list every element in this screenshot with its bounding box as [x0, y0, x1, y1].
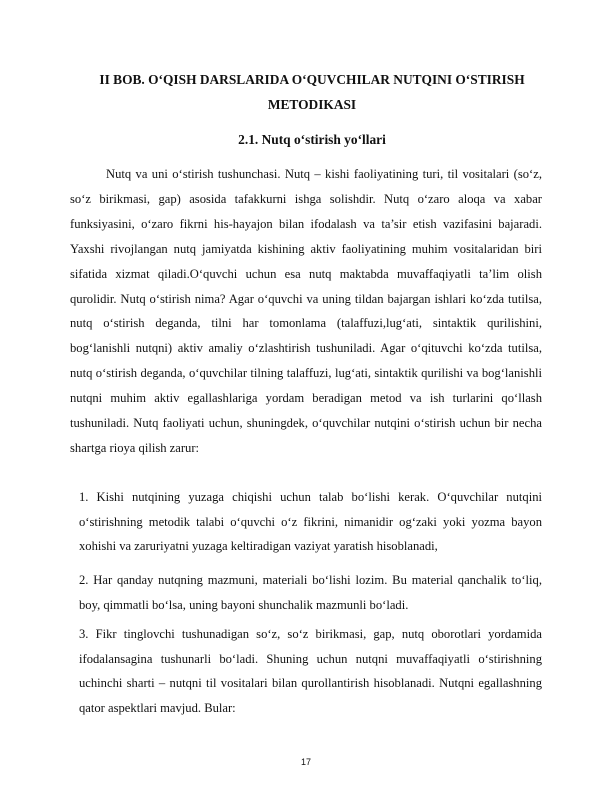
list-item-1: 1. Kishi nutqining yuzaga chiqishi uchun talab bo‘lishi kerak. O‘quvchilar nutqini o‘stirishning metodik talabi o‘quvchi o‘z fikrini, nimanidir og‘zaki yoki yozma bayon xohishi va zaruriyatni yuzaga keltiradigan vaziyat yaratish hisoblanadi, [79, 490, 542, 554]
chapter-title: II BOB. O‘QISH DARSLARIDA O‘QUVCHILAR NUTQINI O‘STIRISH METODIKASI [99, 72, 525, 112]
list-item-2: 2. Har qanday nutqning mazmuni, materiali bo‘lishi lozim. Bu material qanchalik to‘liq, boy, qimmatli bo‘lsa, uning bayoni shunchalik mazmunli bo‘ladi. [79, 573, 542, 612]
page-number: 17 [300, 757, 311, 767]
intro-paragraph: Nutq va uni o‘stirish tushunchasi. Nutq – kishi faoliyatining turi, til vositalari (so‘z, so‘z birikmasi, gap) asosida tafakkurni ishga solishdir. Nutq o‘zaro aloqa va xabar funksiyasini, o‘zaro fikrni his-hayajon bilan ifodalash va ta’sir etish vazifasini bajaradi. Yaxshi rivojlangan nutq jamiyatda kishining aktiv faoliyatining muhim vositalaridan biri sifatida xizmat qiladi.O‘quvchi uchun esa nutq maktabda muvaffaqiyatli ta’lim olish qurolidir. Nutq o‘stirish nima? Agar o‘quvchi va uning tildan bajargan ishlari ko‘zda tutilsa, nutq o‘stirish deganda, tilni har tomonlama (talaffuzi,lug‘ati, sintaktik qurilishini, bog‘lanishli nutqni) aktiv amaliy o‘zlashtirish tushuniladi. Agar o‘qituvchi ko‘zda tutilsa, nutq o‘stirish deganda, o‘quvchilar tilning talaffuzi, lug‘ati, sintaktik qurilishi va bog‘lanishli nutqni muhim aktiv egallashlariga yordam beradigan metod va ish turlarini qo‘llash tushuniladi. Nutq faoliyati uchun, shuningdek, o‘quvchilar nutqini o‘stirish uchun bir necha shartga rioya qilish zarur: [70, 167, 542, 455]
section-title: 2.1. Nutq o‘stirish yo‘llari [238, 132, 386, 147]
list-item-3: 3. Fikr tinglovchi tushunadigan so‘z, so‘z birikmasi, gap, nutq oborotlari yordamida ifodalansagina tushunarli bo‘ladi. Shuning uchun nutqni muvaffaqiyatli o‘stirishning uchinchi sharti – nutqni til vositalari bilan qurollantirish hisoblanadi. Nutqni egallashning qator aspektlari mavjud. Bular: [79, 627, 542, 715]
